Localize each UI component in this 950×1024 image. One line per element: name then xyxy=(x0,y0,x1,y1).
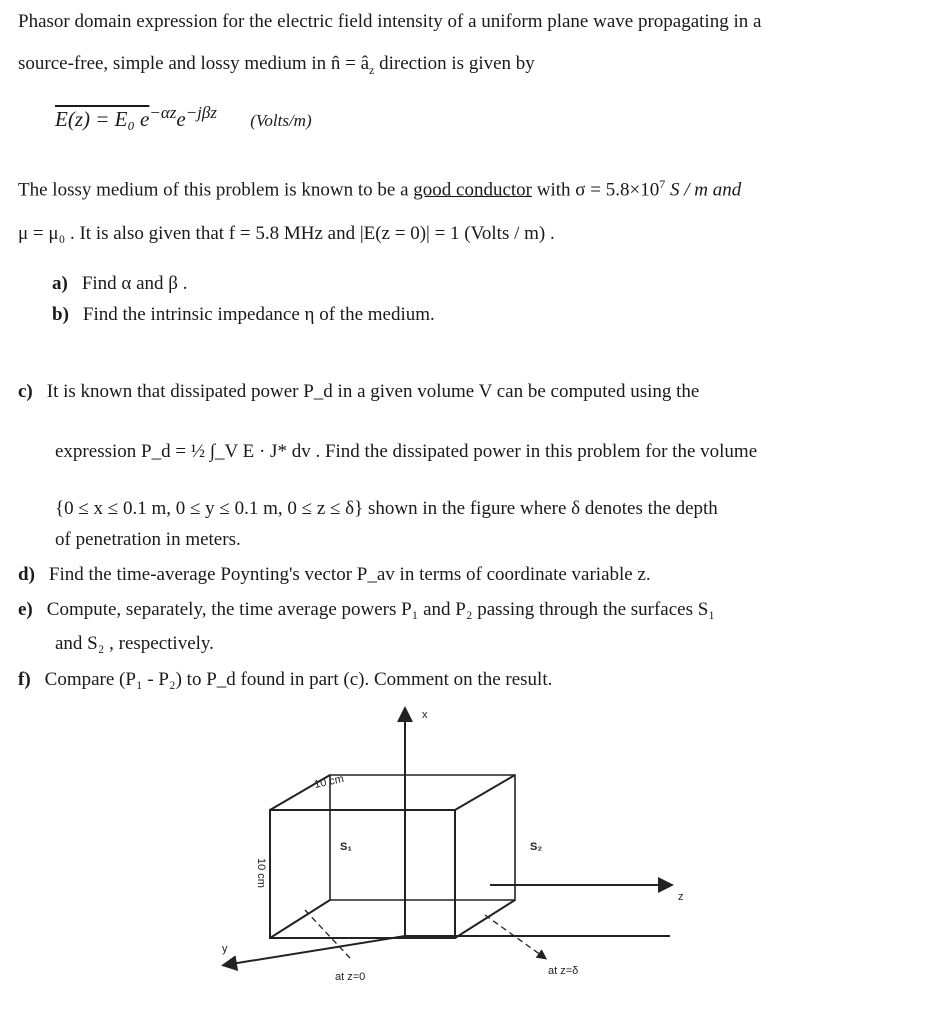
surface-s1-label: S₁ xyxy=(340,841,352,853)
field-equation xyxy=(55,103,312,132)
y-axis-label: y xyxy=(222,943,228,955)
at-zd-label: at z=δ xyxy=(548,965,579,977)
part-e-label: e) xyxy=(18,599,33,620)
equation-mid: e xyxy=(176,107,186,131)
part-e-text: Compute, separately, the time average powers P₁ and P₂ passing through the surfaces S₁ xyxy=(46,599,715,620)
intro-line-2-end: direction is given by xyxy=(374,53,535,74)
part-f-label: f) xyxy=(18,669,31,690)
intro-line-1: Phasor domain expression for the electric field intensity of a uniform plane wave propagating in a xyxy=(18,11,762,32)
given-exponent: 7 xyxy=(659,177,666,191)
part-c-text: It is known that dissipated power P_d in a given volume V can be computed using the xyxy=(46,381,700,402)
front-face xyxy=(270,810,455,938)
part-f-text: Compare (P₁ - P₂) to P_d found in part (c). Comment on the result. xyxy=(44,669,553,690)
part-f xyxy=(18,668,552,692)
part-b-label: b) xyxy=(52,304,69,325)
given-line-1 xyxy=(18,172,741,202)
equation-units: (Volts/m) xyxy=(250,111,312,130)
z-axis-label: z xyxy=(678,891,684,903)
part-a xyxy=(52,272,187,296)
at-z0-label: at z=0 xyxy=(335,971,366,983)
part-a-label: a) xyxy=(52,273,68,294)
part-e xyxy=(18,598,715,622)
part-d xyxy=(18,563,651,587)
part-c-line-4: of penetration in meters. xyxy=(55,529,241,550)
part-c xyxy=(18,380,699,404)
surface-s2-label: S₂ xyxy=(530,841,543,853)
edge-bottom-right xyxy=(455,900,515,938)
equation-exp-1: −αz xyxy=(149,103,177,122)
dim-top-label: 10 cm xyxy=(313,772,345,791)
equation-lhs: E(z) = E₀ e xyxy=(55,107,150,131)
part-b-text: Find the intrinsic impedance η of the medium. xyxy=(82,304,435,325)
intro-line-2-sub: z xyxy=(369,62,375,77)
given-line-1-c: S / m and xyxy=(665,179,742,201)
intro-line-2-text: source-free, simple and lossy medium in n̂ = â xyxy=(18,53,370,74)
part-c-line-3: {0 ≤ x ≤ 0.1 m, 0 ≤ y ≤ 0.1 m, 0 ≤ z ≤ δ} shown in the figure where δ denotes the depth xyxy=(55,498,718,519)
part-d-label: d) xyxy=(18,564,35,585)
back-face xyxy=(330,775,515,900)
part-c-line-2: expression P_d = ½ ∫_V E · J* dv . Find the dissipated power in this problem for the volume xyxy=(55,441,758,462)
given-line-2: μ = μ₀ . It is also given that f = 5.8 MHz and |E(z = 0)| = 1 (Volts / m) . xyxy=(18,223,555,244)
edge-bottom-left xyxy=(270,900,330,938)
dim-side-label: 10 cm xyxy=(255,858,267,888)
part-e-line-2: and S₂ , respectively. xyxy=(55,633,214,654)
intro-line-2 xyxy=(18,52,535,82)
equation-exp-2: −jβz xyxy=(185,103,217,122)
part-c-label: c) xyxy=(18,381,33,402)
given-line-1-b: with σ = 5.8×10 xyxy=(532,179,660,201)
x-axis-label: x xyxy=(422,709,428,721)
cube-figure xyxy=(200,700,720,1000)
edge-top-right xyxy=(455,775,515,810)
given-line-1-a: The lossy medium of this problem is known to be a xyxy=(18,179,414,201)
part-a-text: Find α and β . xyxy=(81,273,188,294)
part-b xyxy=(52,303,435,327)
good-conductor-text: good conductor xyxy=(413,179,532,201)
y-axis-line xyxy=(225,936,405,965)
part-d-text: Find the time-average Poynting's vector P_av in terms of coordinate variable z. xyxy=(48,564,651,585)
